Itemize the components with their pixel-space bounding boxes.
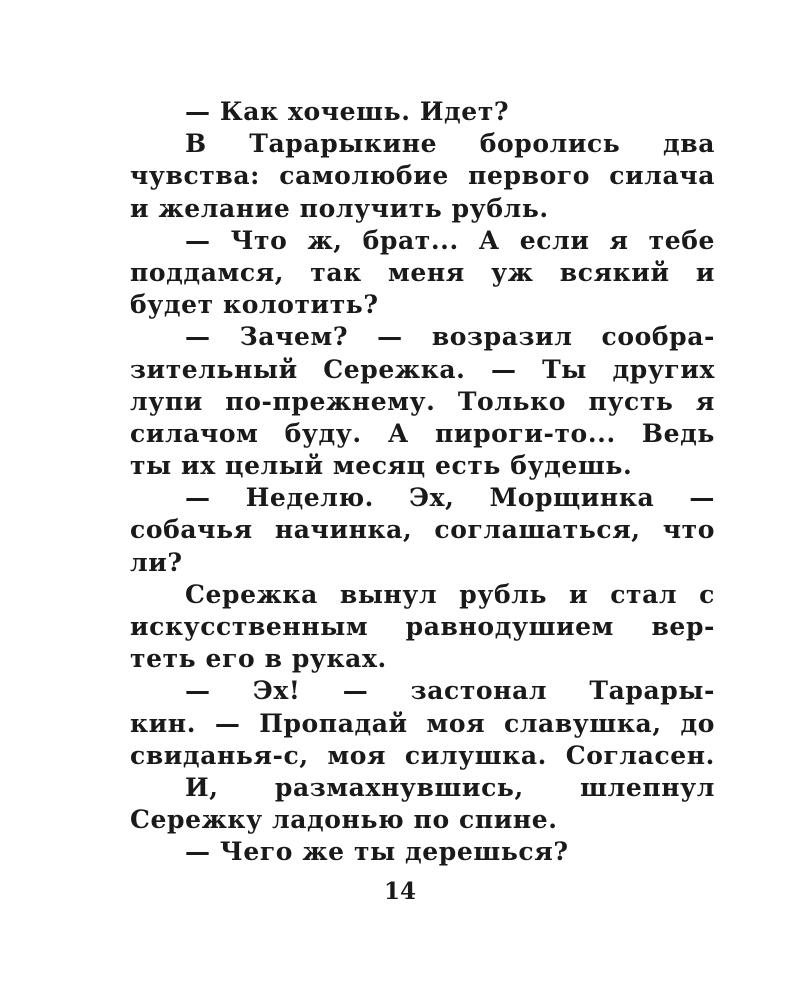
text-line: ты их целый месяц есть будешь. [130, 451, 633, 481]
text-line: чувства: самолюбие первого силача [130, 161, 715, 191]
body-text [130, 96, 715, 869]
text-line: зительный Сережка. — Ты других [130, 354, 715, 384]
text-line: — Зачем? — возразил сообра- [185, 322, 715, 352]
text-line: И, размахнувшись, шлепнул [185, 772, 715, 802]
text-line: — Что ж, брат... А если я тебе [185, 225, 715, 255]
text-line: собачья начинка, соглашаться, что [130, 515, 715, 545]
text-line: теть его в руках. [130, 644, 387, 674]
text-line: ли? [130, 547, 183, 577]
text-line: — Неделю. Эх, Морщинка — [185, 483, 715, 513]
page-number: 14 [383, 878, 416, 905]
text-line: и желание получить рубль. [130, 193, 549, 223]
text-line: — Чего же ты дерешься? [185, 837, 569, 867]
text-line: Сережку ладонью по спине. [130, 805, 558, 835]
text-line: — Эх! — застонал Тарары- [185, 676, 715, 706]
text-line: — Как хочешь. Идет? [185, 97, 510, 126]
text-line: поддамся, так меня уж всякий и [130, 257, 715, 287]
text-line: В Тарарыкине боролись два [185, 129, 715, 159]
text-line: силачом буду. А пироги-то... Ведь [130, 418, 715, 448]
text-line: свиданья-с, моя силушка. Согласен. [130, 740, 715, 770]
text-line: будет колотить? [130, 290, 379, 320]
text-line: кин. — Пропадай моя славушка, до [130, 708, 715, 738]
text-line: Сережка вынул рубль и стал с [185, 579, 715, 609]
text-line: лупи по-прежнему. Только пусть я [130, 386, 715, 416]
text-line: искусственным равнодушием вер- [130, 612, 715, 641]
